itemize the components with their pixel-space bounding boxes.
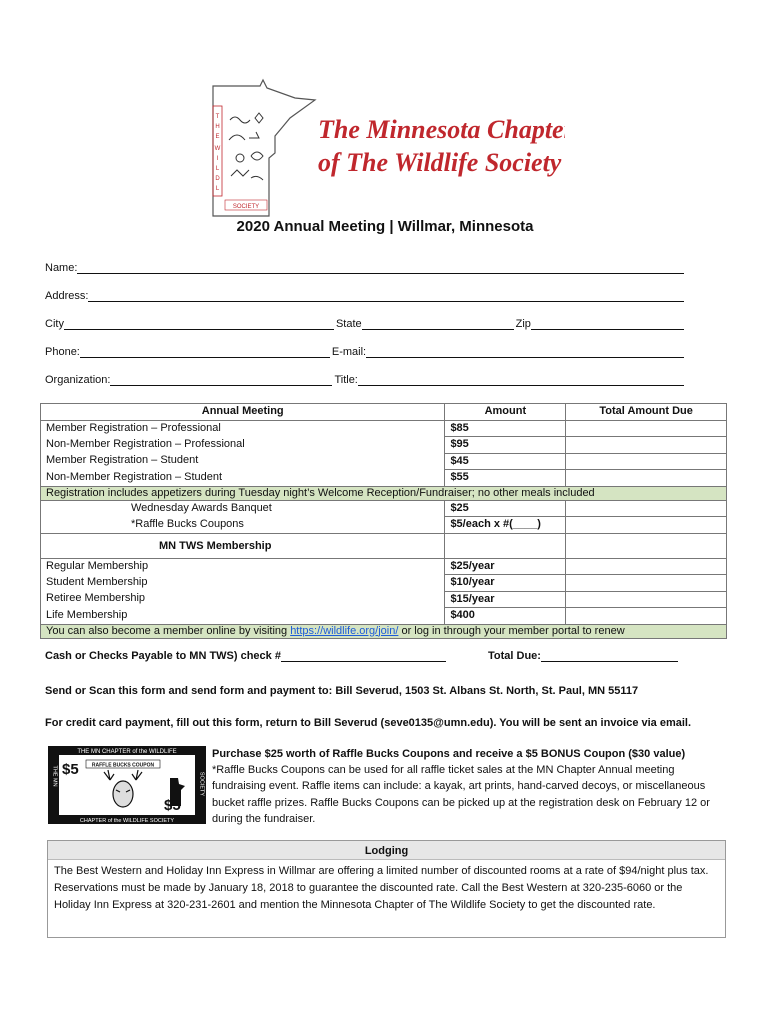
total-due-label: Total Due: [488,650,541,662]
email-label: E-mail: [331,346,367,358]
header-amount: Amount [445,404,566,421]
address-label: Address: [45,290,89,302]
svg-text:L: L [215,186,220,192]
raffle-heading: Purchase $25 worth of Raffle Bucks Coupons and receive a $5 BONUS Coupon ($30 value) [212,748,686,760]
svg-text:I: I [216,156,219,162]
table-row [41,608,727,625]
phone-row [45,344,686,358]
raffle-coupon-image [48,746,206,824]
coupon-center-text: RAFFLE BUCKS COUPON [91,762,155,769]
table-row [41,470,727,487]
total-due-cell[interactable] [566,558,727,575]
address-field[interactable] [88,290,684,302]
total-due-cell[interactable] [566,453,727,470]
header-total-due: Total Amount Due [566,404,727,421]
email-field[interactable] [366,346,684,358]
membership-header-row [41,533,727,558]
header-annual-meeting: Annual Meeting [41,404,445,421]
registration-note: Registration includes appetizers during Tuesday night’s Welcome Reception/Fundraiser; no other meals included [41,486,727,500]
online-note [41,624,727,638]
state-label: State [335,318,362,330]
organization-row [45,372,686,386]
online-note-row [41,624,727,638]
name-field[interactable] [77,262,684,274]
fee-table [40,403,727,639]
cash-check-label: Cash or Checks Payable to MN TWS) check # [45,650,281,662]
row-amount: $25/year [445,558,566,575]
lodging-body: The Best Western and Holiday Inn Express in Willmar are offering a limited number of discounted rooms at a rate of $94/night plus tax. Reservations must be made by January 18, 2018 to guarantee the discounted rate. Call the Best Western at 320-235-6060 or the Holiday Inn Express at 320-231-2601 and mention the Minnesota Chapter of The Wildlife Society to get the discounted rate. [54,865,709,911]
total-due-cell[interactable] [566,437,727,454]
check-number-field[interactable] [281,650,446,662]
online-note-text-end: or log in through your member portal to renew [398,624,625,637]
total-due-cell[interactable] [566,591,727,608]
lodging-heading: Lodging [48,841,725,860]
row-label: Non-Member Registration – Student [41,470,445,487]
table-row [41,575,727,592]
table-row [41,558,727,575]
table-row [41,420,727,437]
row-amount: $55 [445,470,566,487]
coupon-value-top: $5 [62,761,79,778]
row-amount: $10/year [445,575,566,592]
svg-text:D: D [215,176,220,182]
name-row [45,260,686,274]
city-field[interactable] [64,318,334,330]
phone-label: Phone: [45,346,80,358]
raffle-info [212,746,722,827]
total-due-cell[interactable] [566,420,727,437]
lodging-box [47,840,726,938]
table-row [41,591,727,608]
total-due-row [488,650,678,662]
city-label: City [45,318,64,330]
row-label: Regular Membership [41,558,445,575]
row-amount: $5/each x #(____) [445,517,566,534]
credit-card-instructions: For credit card payment, fill out this form, return to Bill Severud (seve0135@umn.edu). You will be sent an invoice via email. [45,717,692,729]
registration-note-row [41,486,727,500]
name-label: Name: [45,262,78,274]
send-instructions: Send or Scan this form and send form and payment to: Bill Severud, 1503 St. Albans St. North, St. Paul, MN 55117 [45,685,639,697]
chapter-logo [205,78,565,218]
row-amount: $45 [445,453,566,470]
row-amount: $85 [445,420,566,437]
svg-text:E: E [215,134,220,140]
state-field[interactable] [362,318,514,330]
row-label: *Raffle Bucks Coupons [41,517,445,534]
total-due-cell[interactable] [566,575,727,592]
row-amount: $15/year [445,591,566,608]
payment-row [45,650,446,662]
coupon-bottom-text: CHAPTER of the WILDLIFE SOCIETY [79,818,175,824]
coupon-top-text: THE MN CHAPTER of the WILDLIFE [77,749,177,755]
title-label: Title: [334,374,358,386]
online-note-text: You can also become a member online by visiting [46,624,291,637]
row-label: Non-Member Registration – Professional [41,437,445,454]
total-due-cell[interactable] [566,517,727,534]
table-row [41,453,727,470]
table-row [41,500,727,517]
total-due-field[interactable] [541,650,678,662]
organization-label: Organization: [45,374,111,386]
row-label: Member Registration – Professional [41,420,445,437]
zip-field[interactable] [531,318,684,330]
page-title: 2020 Annual Meeting | Willmar, Minnesota [236,218,534,235]
svg-text:L: L [215,166,220,172]
row-label: Wednesday Awards Banquet [41,500,445,517]
row-amount: $25 [445,500,566,517]
row-label: Member Registration – Student [41,453,445,470]
total-due-cell[interactable] [566,608,727,625]
logo-title-line2: of The Wildlife Society [318,148,562,177]
total-due-cell[interactable] [566,500,727,517]
coupon-right-text: SOCIETY [198,771,205,797]
table-row [41,437,727,454]
join-link[interactable]: https://wildlife.org/join/ [290,624,399,637]
phone-field[interactable] [80,346,330,358]
row-label: Student Membership [41,575,445,592]
total-due-cell[interactable] [566,470,727,487]
table-header-row [41,404,727,421]
svg-text:SOCIETY: SOCIETY [232,204,260,210]
coupon-left-text: THE MN [51,765,58,787]
membership-header: MN TWS Membership [41,533,445,558]
row-label: Retiree Membership [41,591,445,608]
logo-title-line1: The Minnesota Chapter [318,115,565,144]
city-row [45,316,686,330]
zip-label: Zip [515,318,531,330]
row-amount: $95 [445,437,566,454]
address-row [45,288,686,302]
organization-field[interactable] [110,374,332,386]
coupon-value-bottom: $5 [164,797,181,814]
row-label: Life Membership [41,608,445,625]
raffle-body: *Raffle Bucks Coupons can be used for all raffle ticket sales at the MN Chapter Annual meeting fundraising event. Raffle items can include: a kayak, art prints, hand-carved decoys, or miscellaneous bucket raffle prizes. Raffle Bucks Coupons can be picked up at the registration desk on February 12 or during the fundraiser. [212,764,710,825]
svg-text:T: T [215,114,220,120]
row-amount: $400 [445,608,566,625]
svg-text:W: W [214,146,221,152]
title-field[interactable] [358,374,684,386]
table-row [41,517,727,534]
svg-text:H: H [215,124,220,130]
